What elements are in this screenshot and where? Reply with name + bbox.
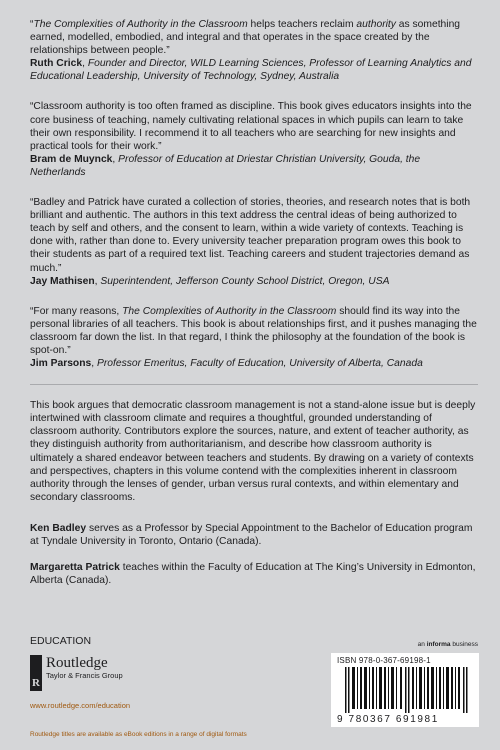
divider bbox=[30, 384, 478, 385]
book-description: This book argues that democratic classroom management is not a stand-alone issue but is deeply intertwined with classroom climate and requires a thoughtful, grounded understanding of classroom authority. Contributors explore the sources, nature, and extent of teacher authority, as they distinguish authority from authoritarianism, and describe how classroom authority is ultimately a shared endeavor between teachers and students. By drawing on a variety of contexts and perspectives, chapters in this volume contend with the complexities inherent in classroom authority through the lenses of gender, urban versus rural contexts, and within elementary and secondary classrooms. bbox=[30, 400, 476, 503]
isbn-label: ISBN 978-0-367-69198-1 bbox=[337, 656, 431, 665]
barcode-icon bbox=[345, 667, 469, 713]
endorsement-quote bbox=[30, 196, 478, 288]
publisher-group: Taylor & Francis Group bbox=[46, 671, 123, 680]
publisher-name: Routledge bbox=[46, 655, 108, 671]
quote-text: “For many reasons, The Complexities of Authority in the Classroom should find its way into the personal libraries of all teachers. This book is about relationships first, and it pushes managing the classroom far down the list. In that regard, I think the philosophy at the foundation of the book is spot-on.” bbox=[30, 305, 477, 356]
endorsement-quote bbox=[30, 100, 478, 179]
publisher-url: www.routledge.com/education bbox=[30, 701, 131, 710]
routledge-logo bbox=[30, 655, 230, 691]
author-bio: Ken Badley serves as a Professor by Special Appointment to the Bachelor of Education program at Tyndale University in Toronto, Ontario (Canada). bbox=[30, 522, 473, 547]
informa-business: an informa business bbox=[417, 641, 478, 648]
quote-attribution: Jim Parsons, Professor Emeritus, Faculty of Education, University of Alberta, Canada bbox=[30, 358, 423, 370]
subject-category: EDUCATION bbox=[30, 635, 92, 647]
quote-text: “Classroom authority is too often framed as discipline. This book gives educators insights into the core business of teaching, namely cultivating relational spaces in which pupils can learn to take their own responsibility. I recommend it to all teachers who are searching for new insights and practical tools for their work.” bbox=[30, 101, 472, 152]
ebook-note: Routledge titles are available as eBook editions in a range of digital formats bbox=[30, 731, 247, 738]
endorsement-quote bbox=[30, 305, 478, 370]
quote-attribution: Ruth Crick, Founder and Director, WILD Learning Sciences, Professor of Learning Analytics and Educational Leadership, University of Technology, Sydney, Australia bbox=[30, 58, 472, 83]
publisher-block bbox=[30, 655, 230, 710]
quote-text: “The Complexities of Authority in the Classroom helps teachers reclaim authority as something earned, modelled, embodied, and integral and that operates in the space created by the relationships between people.” bbox=[30, 19, 461, 57]
barcode-digits: 9 780367 691981 bbox=[337, 714, 439, 725]
author-bio: Margaretta Patrick teaches within the Faculty of Education at The King’s University in Edmonton, Alberta (Canada). bbox=[30, 562, 476, 587]
quote-attribution: Jay Mathisen, Superintendent, Jefferson County School District, Oregon, USA bbox=[30, 275, 390, 287]
quote-text: “Badley and Patrick have curated a collection of stories, theories, and research notes that is both brilliant and authentic. The authors in this text address the central ideas of being authorized to teach by self and others, and the consent to learn, within a wide variety of contexts. Teaching is done with, rather than done to. Every university teacher preparation program owes this book to their students as part of a required text list. Teaching careers and student trajectories demand as much.” bbox=[30, 197, 471, 274]
back-cover-text bbox=[30, 18, 478, 600]
barcode-panel bbox=[331, 653, 479, 727]
endorsement-quote bbox=[30, 18, 478, 83]
quote-attribution: Bram de Muynck, Professor of Education at Driestar Christian University, Gouda, the Netherlands bbox=[30, 153, 421, 178]
routledge-r-icon: R bbox=[30, 655, 42, 691]
